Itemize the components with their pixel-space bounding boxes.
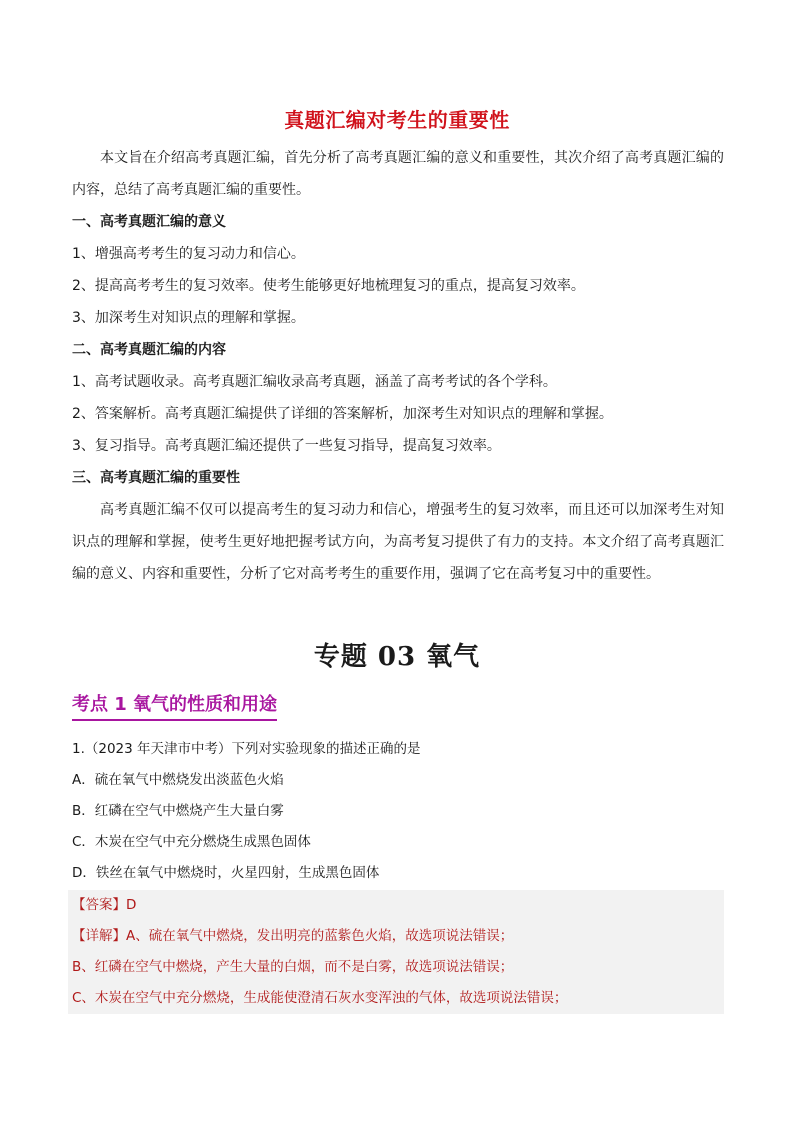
question-option: D．铁丝在氧气中燃烧时，火星四射，生成黑色固体: [72, 865, 380, 881]
explanation-line: 【详解】A、硫在氧气中燃烧，发出明亮的蓝紫色火焰，故选项说法错误；: [72, 928, 514, 944]
list-item: 2、答案解析。高考真题汇编提供了详细的答案解析，加深考生对知识点的理解和掌握。: [72, 406, 613, 422]
question-option: C．木炭在空气中充分燃烧生成黑色固体: [72, 834, 311, 850]
question-option: B．红磷在空气中燃烧产生大量白雾: [72, 803, 284, 819]
section-heading: 一、高考真题汇编的意义: [72, 214, 226, 230]
intro-title: 真题汇编对考生的重要性: [284, 108, 510, 132]
kaodian-heading: 考点 1 氧气的性质和用途: [72, 692, 277, 721]
list-item: 1、高考试题收录。高考真题汇编收录高考真题，涵盖了高考考试的各个学科。: [72, 374, 557, 390]
section-heading: 三、高考真题汇编的重要性: [72, 470, 240, 486]
list-item: 3、加深考生对知识点的理解和掌握。: [72, 310, 305, 326]
explanation-line: C、木炭在空气中充分燃烧，生成能使澄清石灰水变浑浊的气体，故选项说法错误；: [72, 990, 568, 1006]
topic-title: 专题 03 氧气: [313, 642, 481, 672]
list-item: 2、提高高考考生的复习效率。使考生能够更好地梳理复习的重点，提高复习效率。: [72, 278, 585, 294]
list-item: 3、复习指导。高考真题汇编还提供了一些复习指导，提高复习效率。: [72, 438, 501, 454]
section-heading: 二、高考真题汇编的内容: [72, 342, 226, 358]
answer-text: 【答案】D: [72, 897, 137, 913]
section-paragraph: 高考真题汇编不仅可以提高考生的复习动力和信心，增强考生的复习效率，而且还可以加深考生对知识点的理解和掌握，使考生更好地把握考试方向，为高考复习提供了有力的支持。本文介绍了高考真题汇编的意义、内容和重要性，分析了它对高考考生的重要作用，强调了它在高考复习中的重要性。: [72, 502, 724, 582]
explanation-line: B、红磷在空气中燃烧，产生大量的白烟，而不是白雾，故选项说法错误；: [72, 959, 514, 975]
list-item: 1、增强高考考生的复习动力和信心。: [72, 246, 305, 262]
question-stem: 1.（2023 年天津市中考）下列对实验现象的描述正确的是: [72, 741, 421, 757]
question-option: A．硫在氧气中燃烧发出淡蓝色火焰: [72, 772, 284, 788]
intro-summary: 本文旨在介绍高考真题汇编，首先分析了高考真题汇编的意义和重要性，其次介绍了高考真题汇编的内容，总结了高考真题汇编的重要性。: [72, 150, 724, 198]
